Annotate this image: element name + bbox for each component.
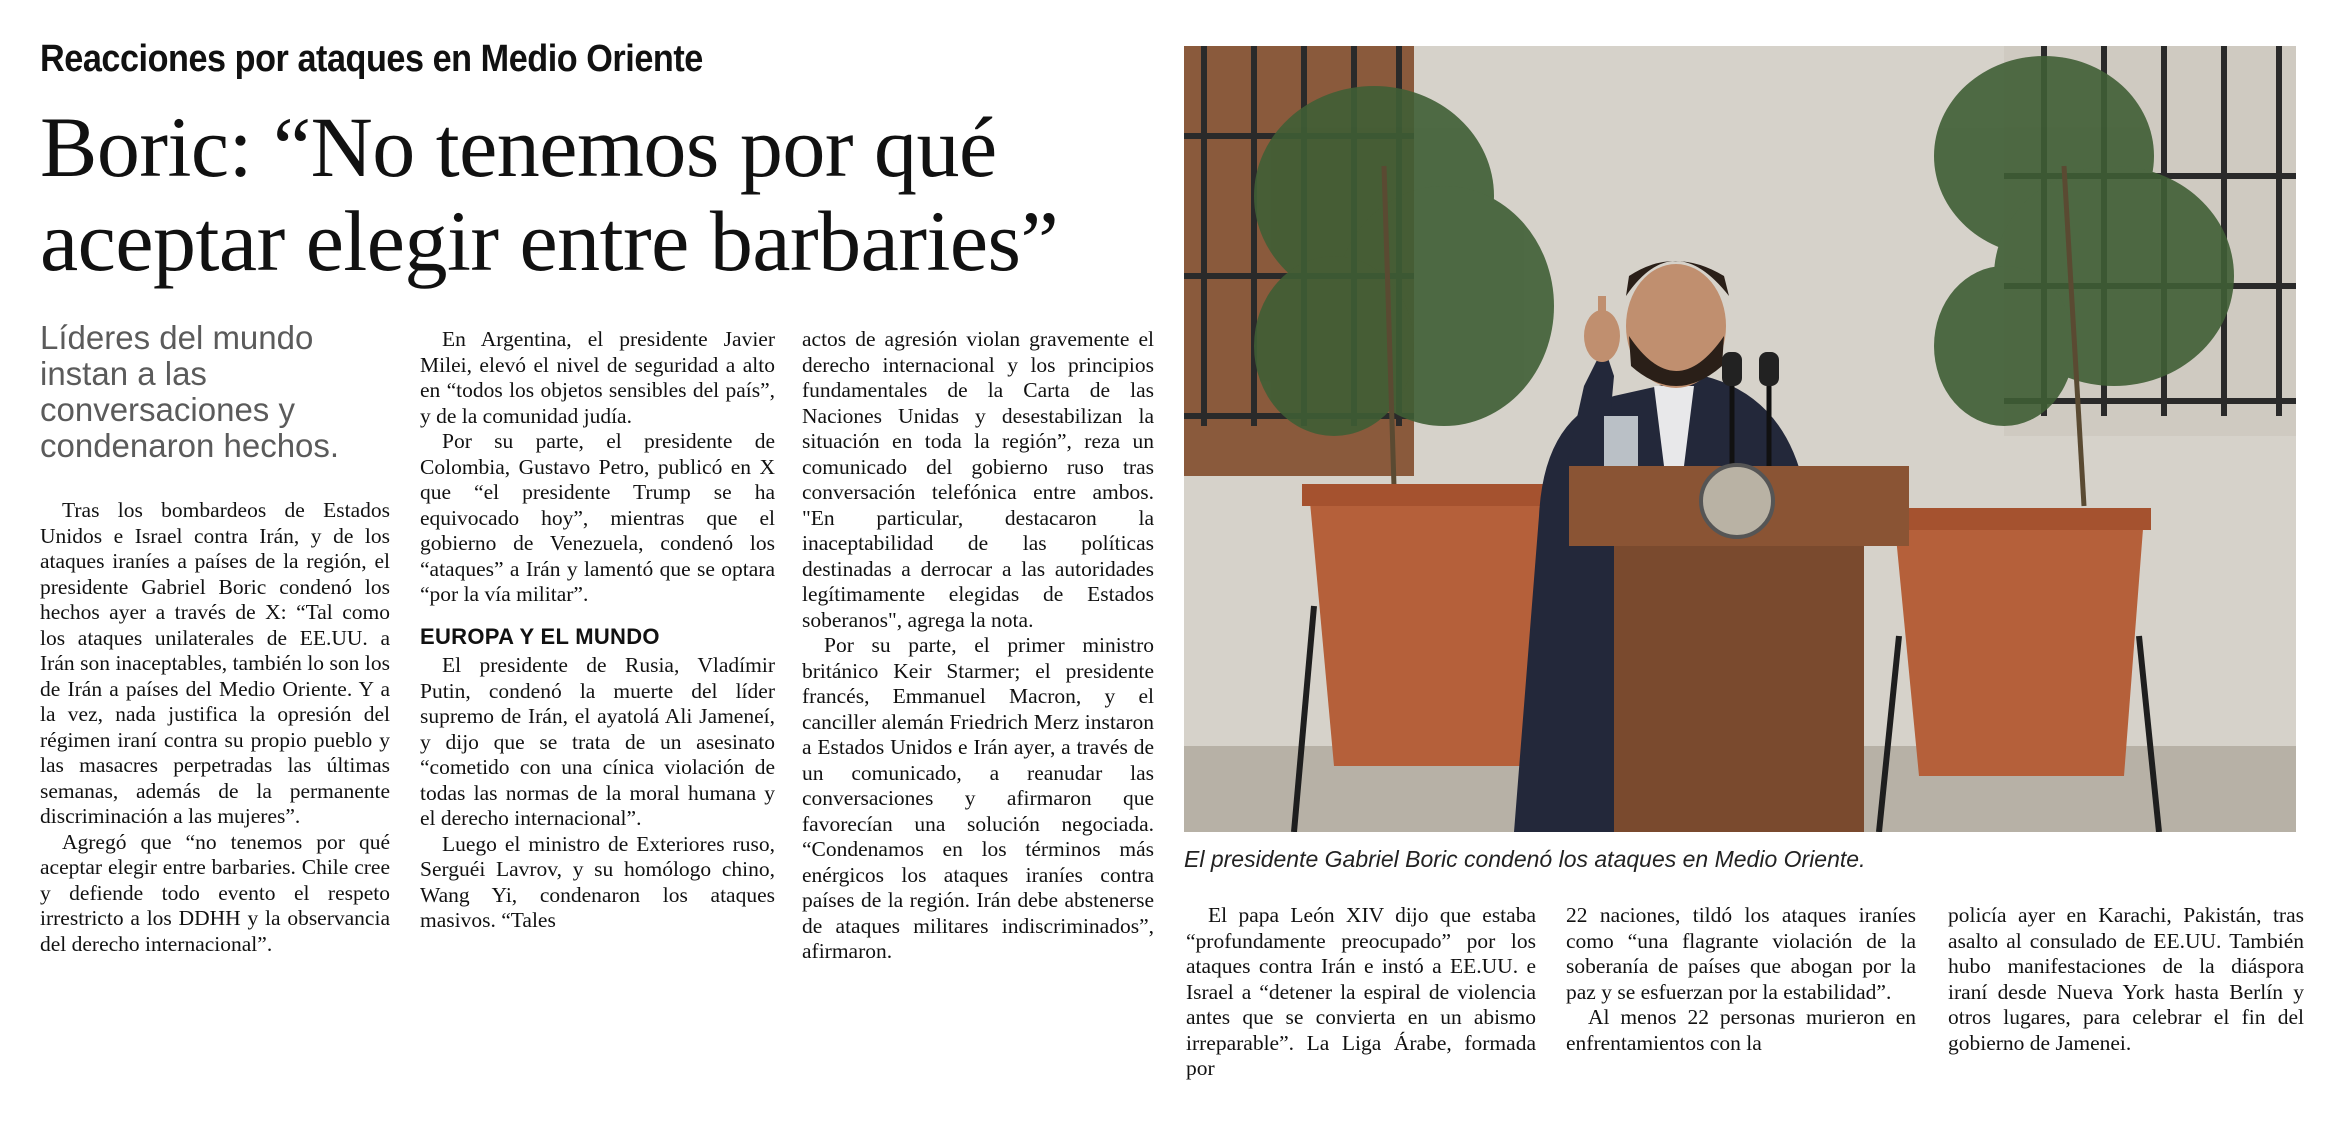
paragraph: El papa León XIV dijo que estaba “profundamente preocupado” por los ataques contra Irán e instó a EE.UU. e Israel a “detener la espiral de violencia antes que se convierta en un abismo irreparable”. La Liga Árabe, formada por xyxy=(1186,903,1536,1080)
paragraph: policía ayer en Karachi, Pakistán, tras asalto al consulado de EE.UU. También hubo manifestaciones de la diáspora iraní desde Nueva York hasta Berlín y otros lugares, para celebrar el fin del gobierno de Jamenei. xyxy=(1948,903,2304,1055)
article-column-5 xyxy=(1566,903,1916,1056)
subhead-europa: EUROPA Y EL MUNDO xyxy=(420,623,660,649)
photo-illustration xyxy=(1184,46,2296,832)
headline-line-1: Boric: “No tenemos por qué xyxy=(40,99,997,195)
paragraph: Luego el ministro de Exteriores ruso, Serguéi Lavrov, y su homólogo chino, Wang Yi, condenaron los ataques masivos. “Tales xyxy=(420,831,775,932)
paragraph: 22 naciones, tildó los ataques iraníes como “una flagrante violación de la soberanía de países que abogan por la paz y se esfuerzan por la estabilidad”. xyxy=(1566,903,1916,1004)
article-column-3 xyxy=(802,327,1154,965)
paragraph: Por su parte, el primer ministro británico Keir Starmer; el presidente francés, Emmanuel Macron, y el canciller alemán Friedrich Merz instaron a Estados Unidos e Irán ayer, a través de un comunicado, a reanudar las conversaciones y afirmaron que favorecían una solución negociada. “Condenamos en los términos más enérgicos los ataques iraníes contra países de la región. Irán debe abstenerse de ataques militares indiscriminados”, afirmaron. xyxy=(802,633,1154,963)
photo-caption: El presidente Gabriel Boric condenó los ataques en Medio Oriente. xyxy=(1184,846,1866,872)
article-column-2 xyxy=(420,327,775,934)
paragraph: Al menos 22 personas murieron en enfrentamientos con la xyxy=(1566,1005,1916,1055)
paragraph: actos de agresión violan gravemente el derecho internacional y los principios fundamentales de la Carta de las Naciones Unidas y desestabilizan la situación en toda la región”, reza un comunicado del gobierno ruso tras conversación telefónica entre ambos. "En particular, destacaron la inaceptabilidad de las políticas destinadas a derrocar a las autoridades legítimamente elegidas de Estados soberanos", agrega la nota. xyxy=(802,327,1154,632)
headline-line-2: aceptar elegir entre barbaries” xyxy=(40,193,1059,289)
news-photo xyxy=(1184,46,2296,832)
paragraph: En Argentina, el presidente Javier Milei, elevó el nivel de seguridad a alto en “todos los objetos sensibles del país”, y de la comunidad judía. xyxy=(420,327,775,428)
paragraph: Por su parte, el presidente de Colombia, Gustavo Petro, publicó en X que “el presidente Trump se ha equivocado hoy”, mientras que el gobierno de Venezuela, condenó los “ataques” a Irán y lamentó que se optara “por la vía militar”. xyxy=(420,429,775,606)
article-column-4 xyxy=(1186,903,1536,1082)
headline xyxy=(40,100,1190,288)
paragraph: El presidente de Rusia, Vladímir Putin, condenó la muerte del líder supremo de Irán, el ayatolá Ali Jameneí, y dijo que se trata de un asesinato “cometido con una cínica violación de todas las normas de la moral humana y el derecho internacional”. xyxy=(420,653,775,830)
lede-summary: Líderes del mundo instan a las conversaciones y condenaron hechos. xyxy=(40,319,340,464)
paragraph: Agregó que “no tenemos por qué aceptar elegir entre barbaries. Chile cree y defiende todo evento el respeto irrestricto a los DDHH y la observancia del derecho internacional”. xyxy=(40,829,390,956)
section-kicker: Reacciones por ataques en Medio Oriente xyxy=(40,38,703,80)
article-column-6 xyxy=(1948,903,2304,1056)
article-column-1 xyxy=(40,498,390,957)
paragraph: Tras los bombardeos de Estados Unidos e Israel contra Irán, y de los ataques iraníes a países de la región, el presidente Gabriel Boric condenó los hechos ayer a través de X: “Tal como los ataques unilaterales de EE.UU. a Irán son inaceptables, también lo son los de Irán a países del Medio Oriente. Y a la vez, nada justifica la opresión del régimen iraní contra su propio pueblo y las masacres perpetradas las últimas semanas, además de la permanente discriminación a las mujeres”. xyxy=(40,498,390,828)
